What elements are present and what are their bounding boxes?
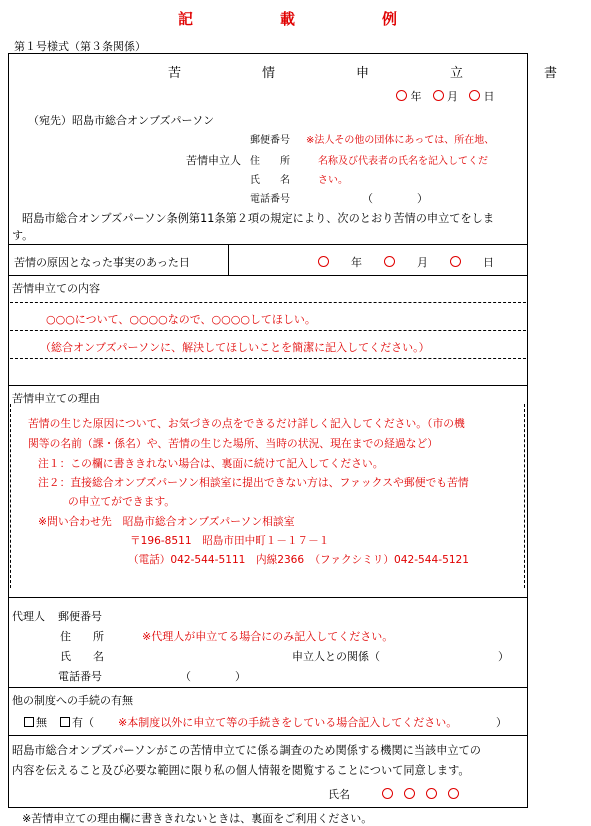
corp-note-line3: さい。 (318, 175, 348, 186)
consent-name-label: 氏名 (328, 788, 350, 801)
name-circle (448, 788, 459, 799)
content-label: 苦情申立ての内容 (12, 282, 100, 295)
intro-line2: す。 (12, 229, 34, 242)
divider (8, 597, 528, 598)
reason-left-dashes (10, 404, 11, 588)
applicant-phone-parens: （ ） (362, 192, 428, 205)
agent-postal-label: 郵便番号 (58, 610, 102, 623)
other-procedures-label: 他の制度への手続の有無 (12, 694, 133, 707)
name-circle (382, 788, 393, 799)
applicant-label: 苦情申立人 (186, 154, 241, 167)
month-circle (433, 90, 444, 101)
consent-line2: 内容を伝えること及び必要な範囲に限り私の個人情報を閲覧することについて同意します。 (12, 764, 470, 777)
name-circle (404, 788, 415, 799)
content-dashed-line (10, 302, 526, 303)
applicant-phone-label: 電話番号 (250, 194, 290, 205)
agent-phone-label: 電話番号 (58, 670, 102, 683)
form-number: 第１号様式（第３条関係） (14, 40, 146, 53)
other-note: ※本制度以外に申立て等の手続きをしている場合記入してください。 (118, 716, 458, 729)
date-year-label: 年 (410, 90, 422, 103)
yes-checkbox[interactable] (60, 717, 70, 727)
fact-month-label: 月 (417, 256, 428, 269)
fact-date-fields (318, 254, 494, 270)
agent-label: 代理人 (12, 610, 45, 623)
consent-line1: 昭島市総合オンブズパーソンがこの苦情申立てに係る調査のため関係する機関に当該申立ての (12, 744, 481, 757)
date-line (396, 88, 495, 104)
none-checkbox[interactable] (24, 717, 34, 727)
form-title: 苦 情 申 立 書 (168, 66, 591, 81)
reason-contact-label: ※問い合わせ先 昭島市総合オンブズパーソン相談室 (38, 515, 295, 528)
content-example: ○○○について、○○○○なので、○○○○してほしい。 (46, 313, 316, 326)
example-heading: 記 載 例 (178, 10, 434, 28)
applicant-name-label: 氏 名 (250, 175, 290, 186)
agent-note: ※代理人が申立てる場合にのみ記入してください。 (142, 630, 394, 643)
fact-year-label: 年 (351, 256, 362, 269)
date-month-label: 月 (447, 90, 458, 103)
reason-contact-phone: （電話）042-544-5111 内線2366 （ファクシミリ）042-544-5121 (128, 554, 470, 566)
divider (8, 687, 528, 688)
content-hint: （総合オンブズパーソンに、解決してほしいことを簡潔に記入してください。） (40, 341, 430, 354)
agent-name-label: 氏 名 (60, 650, 104, 663)
reason-contact-address: 〒196-8511 昭島市田中町１－１７－１ (130, 535, 330, 547)
other-none-label: 無 (36, 716, 47, 729)
applicant-address-label: 住 所 (250, 156, 290, 167)
addressee: （宛先）昭島市総合オンブズパーソン (28, 114, 215, 127)
reason-line1: 苦情の生じた原因について、お気づきの点をできるだけ詳しく記入してください。（市の機 (28, 417, 465, 430)
reason-right-dashes (524, 404, 525, 588)
other-close: ） (496, 716, 507, 729)
content-dashed-line (10, 330, 526, 331)
applicant-postal-label: 郵便番号 (250, 135, 290, 146)
fact-date-divider (228, 244, 229, 275)
fact-month-circle (384, 256, 395, 267)
name-circle (426, 788, 437, 799)
other-yes-option[interactable] (60, 714, 94, 730)
content-dashed-line (10, 358, 526, 359)
other-none-option[interactable] (24, 714, 47, 730)
reason-label: 苦情申立ての理由 (12, 392, 100, 405)
divider (8, 275, 528, 276)
reason-note2a: 注２：直接総合オンブズパーソン相談室に提出できない方は、ファックスや郵便でも苦情 (38, 476, 469, 489)
date-day-label: 日 (483, 90, 495, 103)
agent-phone-parens: （ ） (180, 670, 246, 683)
other-yes-label: 有（ (72, 716, 94, 729)
fact-day-circle (450, 256, 461, 267)
agent-relation: 申立人との関係（ (292, 650, 380, 663)
footer-note: ※苦情申立ての理由欄に書ききれないときは、裏面をご利用ください。 (22, 812, 373, 825)
consent-name-circles (382, 786, 459, 802)
agent-relation-close: ） (498, 650, 509, 663)
divider (8, 385, 528, 386)
year-circle (396, 90, 407, 101)
agent-address-label: 住 所 (60, 630, 104, 643)
reason-note1: 注１：この欄に書ききれない場合は、裏面に続けて記入してください。 (38, 457, 384, 470)
fact-date-label: 苦情の原因となった事実のあった日 (14, 256, 190, 269)
corp-note-line1: ※法人その他の団体にあっては、所在地、 (306, 135, 495, 146)
reason-note2b: の申立てができます。 (68, 495, 176, 508)
fact-year-circle (318, 256, 329, 267)
reason-line2: 関等の名前（課・係名）や、苦情の生じた場所、当時の状況、現在までの経過など） (28, 437, 439, 450)
corp-note-line2: 名称及び代表者の氏名を記入してくだ (318, 156, 488, 167)
intro-line1: 昭島市総合オンブズパーソン条例第11条第２項の規定により、次のとおり苦情の申立てをしま (22, 212, 495, 225)
day-circle (469, 90, 480, 101)
divider (8, 244, 528, 245)
divider (8, 735, 528, 736)
fact-day-label: 日 (483, 256, 494, 269)
